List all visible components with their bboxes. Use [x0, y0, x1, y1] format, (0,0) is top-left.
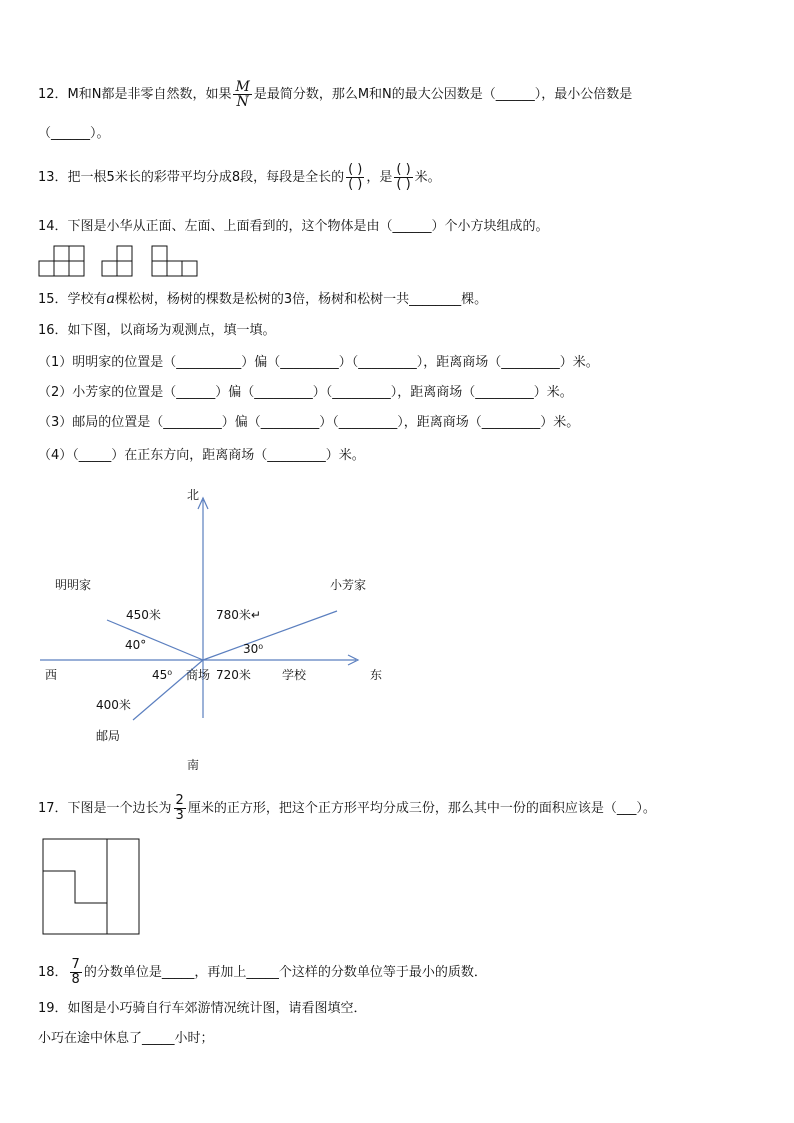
- q18-frac-num: 7: [71, 957, 80, 972]
- q16-item-3: （3）邮局的位置是（_________）偏（_________）（_________），距离商场（_________）米。: [38, 415, 580, 430]
- q16-item-1: （1）明明家的位置是（__________）偏（_________）（_________），距离商场（_________）米。: [38, 355, 599, 370]
- q17-frac-num: 2: [175, 793, 184, 808]
- q16-item-2: （2）小芳家的位置是（______）偏（_________）（_________），距离商场（_________）米。: [38, 385, 573, 400]
- angle-xiaofang: 30⁰: [243, 642, 264, 656]
- q12-text: 12．M和N都是非零自然数，如果: [38, 87, 232, 102]
- q12-text-suffix: 是最简分数，那么M和N的最大公因数是（______），最小公倍数是: [253, 87, 633, 102]
- q17-text: 17．下图是一个边长为: [38, 801, 172, 816]
- q19-title: 19．如图是小巧骑自行车郊游情况统计图，请看图填空．: [38, 1001, 367, 1016]
- q15-variable: a: [106, 291, 115, 307]
- q15-line: [38, 290, 487, 309]
- q17-square-figure: [42, 838, 142, 936]
- label-west: 西: [45, 668, 58, 682]
- ray-mingming: [107, 620, 203, 660]
- angle-mingming: 40°: [125, 638, 147, 652]
- q17-fraction: [174, 794, 186, 823]
- q19-sub: 小巧在途中休息了_____小时；: [38, 1031, 214, 1046]
- q17-line: [38, 794, 656, 823]
- q12-frac-den: N: [236, 94, 249, 110]
- distance-mingming: 450米: [126, 608, 161, 622]
- label-east: 东: [370, 668, 383, 682]
- label-center: 商场: [186, 668, 211, 682]
- q13-fraction-1: [346, 163, 364, 192]
- front-view-figure: [39, 246, 84, 276]
- angle-post: 45⁰: [152, 668, 173, 682]
- q12-line1: [38, 80, 632, 109]
- distance-post: 400米: [96, 698, 131, 712]
- q18-fraction: [70, 958, 82, 987]
- q14-view-figures: [38, 244, 203, 280]
- q13-text: 13．把一根5米长的彩带平均分成8段，每段是全长的: [38, 170, 345, 185]
- top-view-figure: [152, 246, 197, 276]
- q14-text: 14．下图是小华从正面、左面、上面看到的，这个物体是由（______）个小方块组成的。: [38, 219, 549, 234]
- q13-fraction-2: [394, 163, 412, 192]
- q17-text-suffix: 厘米的正方形，把这个正方形平均分成三份，那么其中一份的面积应该是（___）。: [187, 801, 656, 816]
- label-mingming: 明明家: [55, 578, 92, 592]
- distance-xiaofang: 780米↵: [216, 608, 261, 622]
- q13-text-suffix: 米。: [414, 170, 441, 185]
- label-school: 学校: [282, 668, 307, 682]
- q16-direction-diagram: [0, 478, 420, 778]
- q12-fraction: [233, 80, 251, 109]
- left-view-figure: [102, 246, 132, 276]
- q16-title: 16．如下图，以商场为观测点，填一填。: [38, 323, 276, 338]
- label-post: 邮局: [96, 729, 121, 743]
- q18-text-suffix: 的分数单位是_____，再加上_____个这样的分数单位等于最小的质数．: [83, 965, 487, 980]
- q18-line: [38, 958, 487, 987]
- label-north: 北: [187, 488, 200, 502]
- q13-line: [38, 163, 441, 192]
- q15-text-suffix: 棵松树，杨树的棵数是松树的3倍，杨树和松树一共________棵。: [114, 292, 488, 307]
- q18-frac-den: 8: [71, 972, 80, 987]
- distance-school: 720米: [216, 668, 251, 682]
- label-south: 南: [187, 758, 200, 772]
- q15-text: 15．学校有: [38, 292, 107, 307]
- q13-text-mid: ，是: [366, 170, 393, 185]
- q13-frac1-num: ( ): [348, 162, 363, 177]
- q12-frac-num: M: [235, 79, 250, 95]
- q13-frac1-den: ( ): [348, 177, 363, 192]
- q13-frac2-num: ( ): [396, 162, 411, 177]
- label-xiaofang: 小芳家: [330, 578, 367, 592]
- q18-text: 18．: [38, 965, 68, 980]
- q13-frac2-den: ( ): [396, 177, 411, 192]
- q12-line2: （______）。: [38, 126, 110, 141]
- q16-item-4: （4）（_____）在正东方向，距离商场（_________）米。: [38, 448, 365, 463]
- q17-frac-den: 3: [175, 808, 184, 823]
